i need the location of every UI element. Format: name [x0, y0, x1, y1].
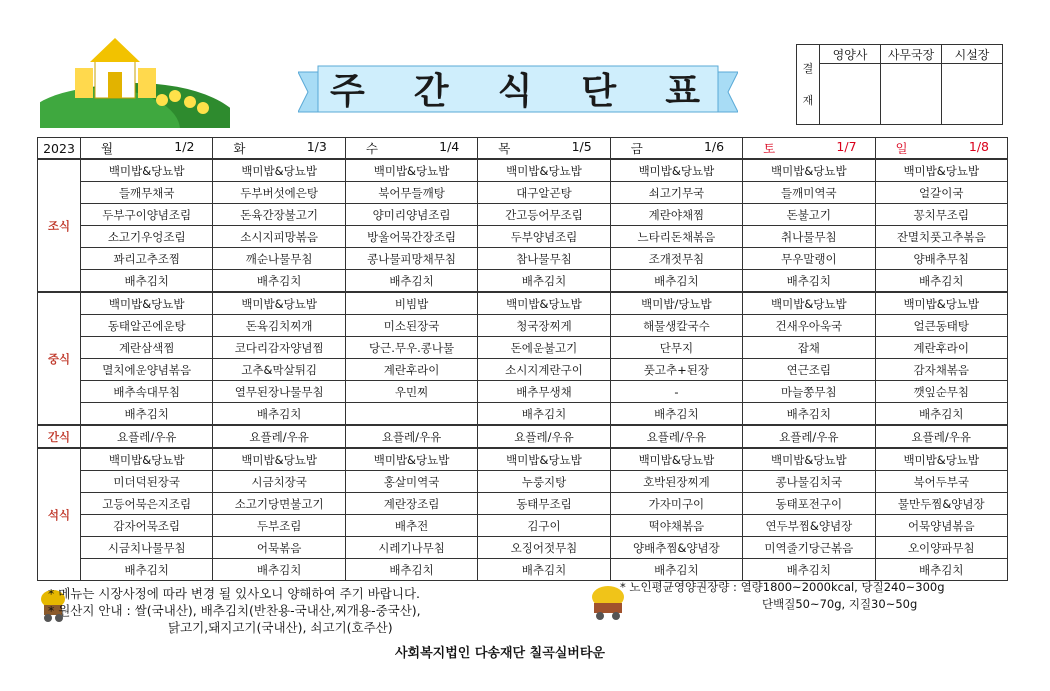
title-char: 식 [497, 69, 533, 112]
menu-cell: 배추김치 [213, 270, 345, 293]
menu-cell: 미더덕된장국 [81, 471, 213, 493]
menu-cell: 호박된장찌게 [610, 471, 742, 493]
menu-cell: 물만두찜&양념장 [875, 493, 1007, 515]
menu-cell: 동태포전구이 [743, 493, 875, 515]
menu-cell: 계란장조림 [345, 493, 477, 515]
menu-cell: 계란야채찜 [610, 204, 742, 226]
menu-cell: 꽈리고추조찜 [81, 248, 213, 270]
nutrition-line: 단백질50~70g, 지질30~50g [762, 597, 918, 611]
menu-cell: 얼큰동태탕 [875, 315, 1007, 337]
menu-cell: 청국장찌게 [478, 315, 610, 337]
day-header-cell [345, 138, 477, 160]
day-name: 금 [630, 141, 643, 156]
table-row [38, 248, 1008, 270]
weekly-menu-table [37, 137, 1008, 581]
table-row [38, 448, 1008, 471]
meal-label: 간식 [38, 425, 81, 448]
menu-cell: 돈육김치찌개 [213, 315, 345, 337]
menu-cell: 돈육간장불고기 [213, 204, 345, 226]
menu-cell: 배추김치 [213, 403, 345, 426]
menu-cell: 배추김치 [345, 559, 477, 581]
menu-cell: 백미밥&당뇨밥 [875, 448, 1007, 471]
day-date: 1/7 [836, 139, 857, 154]
day-header-cell [81, 138, 213, 160]
day-header-row [38, 138, 1008, 160]
menu-cell: 계란후라이 [345, 359, 477, 381]
table-row [38, 403, 1008, 426]
menu-cell: 두부버섯에은탕 [213, 182, 345, 204]
day-name: 수 [365, 141, 378, 156]
menu-cell: 대구알곤탕 [478, 182, 610, 204]
menu-cell: 잔멸치풋고추볶음 [875, 226, 1007, 248]
menu-cell: 배추김치 [610, 270, 742, 293]
menu-cell: 배추김치 [743, 403, 875, 426]
menu-cell: 백미밥&당뇨밥 [743, 159, 875, 182]
menu-cell: 배추김치 [478, 559, 610, 581]
menu-cell: 미소된장국 [345, 315, 477, 337]
menu-cell: 배추김치 [81, 403, 213, 426]
menu-cell: 소시지피망볶음 [213, 226, 345, 248]
menu-cell: 시레기나무침 [345, 537, 477, 559]
day-name: 월 [101, 141, 114, 156]
menu-cell: 배추김치 [743, 270, 875, 293]
menu-cell: 얼갈이국 [875, 182, 1007, 204]
table-row [38, 182, 1008, 204]
menu-cell: 배추김치 [875, 559, 1007, 581]
menu-cell: 조개젓무침 [610, 248, 742, 270]
menu-cell: 홍살미역국 [345, 471, 477, 493]
approval-box [796, 44, 1003, 125]
nutrition-line: * 노인평균영양권장량 : 열량1800~2000kcal, 당질240~300g [620, 580, 945, 594]
table-row [38, 315, 1008, 337]
table-row [38, 359, 1008, 381]
menu-cell: 감자채볶음 [875, 359, 1007, 381]
day-date: 1/2 [174, 139, 195, 154]
day-date: 1/4 [439, 139, 460, 154]
menu-cell: 방울어묵간장조림 [345, 226, 477, 248]
table-row [38, 493, 1008, 515]
menu-cell: 고등어묵은지조림 [81, 493, 213, 515]
menu-cell: 백미밥&당뇨밥 [743, 448, 875, 471]
menu-cell: 시금치나물무침 [81, 537, 213, 559]
menu-cell: 소고기우엉조림 [81, 226, 213, 248]
menu-cell: 간고등어무조림 [478, 204, 610, 226]
notice-block [48, 585, 421, 636]
approval-side-label: 결 재 [797, 45, 820, 125]
approval-header: 사무국장 [881, 45, 942, 64]
menu-cell: 떡야채볶음 [610, 515, 742, 537]
menu-cell: 두부양념조림 [478, 226, 610, 248]
menu-cell: 콩나물피망채무침 [345, 248, 477, 270]
title-char: 단 [581, 69, 617, 112]
menu-cell: 느타리돈채볶음 [610, 226, 742, 248]
menu-cell: 건새우아욱국 [743, 315, 875, 337]
menu-cell: 미역줄기당근볶음 [743, 537, 875, 559]
notice-line: * 메뉴는 시장사정에 따라 변경 될 있사오니 양해하여 주기 바랍니다. [48, 586, 421, 601]
menu-cell: 배추무생채 [478, 381, 610, 403]
approval-header: 시설장 [942, 45, 1003, 64]
menu-cell: 백미밥&당뇨밥 [213, 448, 345, 471]
menu-cell [345, 403, 477, 426]
menu-cell: 배추김치 [610, 403, 742, 426]
day-name: 토 [763, 141, 776, 156]
notice-line: * 원산지 안내 : 쌀(국내산), 배추김치(반찬용-국내산,찌개용-중국산), [48, 603, 421, 618]
approval-header: 영양사 [820, 45, 881, 64]
table-row [38, 471, 1008, 493]
signature-cell[interactable] [942, 64, 1003, 125]
menu-cell: 두부조림 [213, 515, 345, 537]
menu-cell: 백미밥&당뇨밥 [213, 292, 345, 315]
menu-cell: 무우말랭이 [743, 248, 875, 270]
menu-cell: 배추김치 [875, 270, 1007, 293]
day-date: 1/6 [703, 139, 725, 154]
menu-cell: 백미밥&당뇨밥 [875, 159, 1007, 182]
menu-cell: 백미밥&당뇨밥 [610, 159, 742, 182]
day-header-cell [743, 138, 875, 160]
menu-cell: 오이양파무침 [875, 537, 1007, 559]
menu-cell: 배추김치 [345, 270, 477, 293]
menu-cell: 백미밥&당뇨밥 [743, 292, 875, 315]
table-row [38, 270, 1008, 293]
menu-cell: 백미밥/당뇨밥 [610, 292, 742, 315]
menu-cell: 취나물무침 [743, 226, 875, 248]
menu-cell: 풋고추+된장 [610, 359, 742, 381]
menu-cell: 배추김치 [610, 559, 742, 581]
menu-cell: 배추김치 [743, 559, 875, 581]
menu-cell: 요플레/우유 [875, 425, 1007, 448]
menu-cell: 북어무들깨탕 [345, 182, 477, 204]
menu-cell: 동태무조림 [478, 493, 610, 515]
menu-cell: 배추속대무침 [81, 381, 213, 403]
menu-cell: 오징어젓무침 [478, 537, 610, 559]
menu-cell: 해물생칼국수 [610, 315, 742, 337]
table-row [38, 559, 1008, 581]
menu-cell: 배추김치 [81, 559, 213, 581]
menu-cell: 감자어묵조림 [81, 515, 213, 537]
menu-cell: 계란후라이 [875, 337, 1007, 359]
menu-cell: - [610, 381, 742, 403]
menu-cell: 깻잎순무침 [875, 381, 1007, 403]
year-cell: 2023 [38, 138, 81, 160]
signature-cell[interactable] [820, 64, 881, 125]
menu-cell: 누룽지탕 [478, 471, 610, 493]
menu-cell: 연두부찜&양념장 [743, 515, 875, 537]
menu-cell: 백미밥&당뇨밥 [345, 448, 477, 471]
notice-line: 닭고기,돼지고기(국내산), 쇠고기(호주산) [168, 620, 393, 635]
menu-cell: 소시지계란구이 [478, 359, 610, 381]
menu-cell: 배추김치 [478, 270, 610, 293]
menu-cell: 백미밥&당뇨밥 [478, 448, 610, 471]
day-date: 1/3 [306, 139, 327, 154]
menu-cell: 동태알곤에운탕 [81, 315, 213, 337]
menu-cell: 쇠고기무국 [610, 182, 742, 204]
menu-cell: 배추김치 [875, 403, 1007, 426]
menu-cell: 참나물무침 [478, 248, 610, 270]
menu-cell: 들깨미역국 [743, 182, 875, 204]
day-header-cell [213, 138, 345, 160]
menu-cell: 어묵볶음 [213, 537, 345, 559]
menu-cell: 백미밥&당뇨밥 [213, 159, 345, 182]
menu-cell: 우민찌 [345, 381, 477, 403]
menu-cell: 백미밥&당뇨밥 [875, 292, 1007, 315]
table-row [38, 204, 1008, 226]
title-char: 주 [330, 69, 365, 112]
menu-cell: 잡채 [743, 337, 875, 359]
menu-cell: 들깨무채국 [81, 182, 213, 204]
menu-cell: 요플레/우유 [610, 425, 742, 448]
menu-cell: 백미밥&당뇨밥 [81, 448, 213, 471]
title-char: 표 [665, 69, 700, 112]
day-date: 1/8 [968, 139, 989, 154]
menu-cell: 백미밥&당뇨밥 [610, 448, 742, 471]
menu-cell: 요플레/우유 [81, 425, 213, 448]
menu-cell: 양배추찜&양념장 [610, 537, 742, 559]
menu-cell: 코다리감자양념찜 [213, 337, 345, 359]
menu-cell: 백미밥&당뇨밥 [81, 292, 213, 315]
menu-cell: 멸치에운양념볶음 [81, 359, 213, 381]
day-header-cell [875, 138, 1007, 160]
table-row [38, 515, 1008, 537]
menu-cell: 양배추무침 [875, 248, 1007, 270]
meal-label: 중식 [38, 292, 81, 425]
menu-cell: 단무지 [610, 337, 742, 359]
menu-cell: 당근.무우.콩나물 [345, 337, 477, 359]
menu-cell: 가자미구이 [610, 493, 742, 515]
menu-cell: 어묵양념볶음 [875, 515, 1007, 537]
church-hill-illustration [40, 38, 230, 128]
menu-cell: 백미밥&당뇨밥 [478, 159, 610, 182]
menu-cell: 백미밥&당뇨밥 [345, 159, 477, 182]
menu-cell: 백미밥&당뇨밥 [478, 292, 610, 315]
menu-cell: 시금치장국 [213, 471, 345, 493]
menu-cell: 콩나물김치국 [743, 471, 875, 493]
table-row [38, 159, 1008, 182]
menu-cell: 소고기당면불고기 [213, 493, 345, 515]
menu-cell: 꽁치무조림 [875, 204, 1007, 226]
menu-cell: 요플레/우유 [345, 425, 477, 448]
title-char: 간 [413, 69, 449, 112]
table-row [38, 537, 1008, 559]
menu-cell: 요플레/우유 [478, 425, 610, 448]
menu-cell: 열무된장나물무침 [213, 381, 345, 403]
menu-cell: 두부구이양념조림 [81, 204, 213, 226]
menu-cell: 돈에운불고기 [478, 337, 610, 359]
table-row [38, 292, 1008, 315]
menu-cell: 깨순나물무침 [213, 248, 345, 270]
menu-cell: 요플레/우유 [743, 425, 875, 448]
meal-label: 조식 [38, 159, 81, 292]
nutrition-info [620, 579, 945, 613]
menu-cell: 비빔밥 [345, 292, 477, 315]
footer-org-name: 사회복지법인 다송재단 칠곡실버타운 [395, 646, 605, 661]
table-row [38, 425, 1008, 448]
page-title [330, 66, 700, 110]
meal-label: 석식 [38, 448, 81, 581]
menu-cell: 마늘쫑무침 [743, 381, 875, 403]
menu-cell: 요플레/우유 [213, 425, 345, 448]
menu-cell: 계란삼색찜 [81, 337, 213, 359]
day-header-cell [610, 138, 742, 160]
menu-cell: 고추&막살튀김 [213, 359, 345, 381]
table-row [38, 337, 1008, 359]
menu-cell: 연근조림 [743, 359, 875, 381]
menu-cell: 돈불고기 [743, 204, 875, 226]
table-row [38, 381, 1008, 403]
menu-cell: 배추김치 [81, 270, 213, 293]
day-name: 일 [895, 141, 908, 156]
menu-cell: 북어두부국 [875, 471, 1007, 493]
menu-cell: 배추김치 [213, 559, 345, 581]
menu-cell: 배추전 [345, 515, 477, 537]
day-name: 화 [233, 141, 246, 156]
day-date: 1/5 [571, 139, 592, 154]
table-row [38, 226, 1008, 248]
signature-cell[interactable] [881, 64, 942, 125]
menu-cell: 백미밥&당뇨밥 [81, 159, 213, 182]
menu-cell: 배추김치 [478, 403, 610, 426]
day-header-cell [478, 138, 610, 160]
menu-cell: 김구이 [478, 515, 610, 537]
menu-cell: 양미리양념조림 [345, 204, 477, 226]
day-name: 목 [498, 141, 511, 156]
